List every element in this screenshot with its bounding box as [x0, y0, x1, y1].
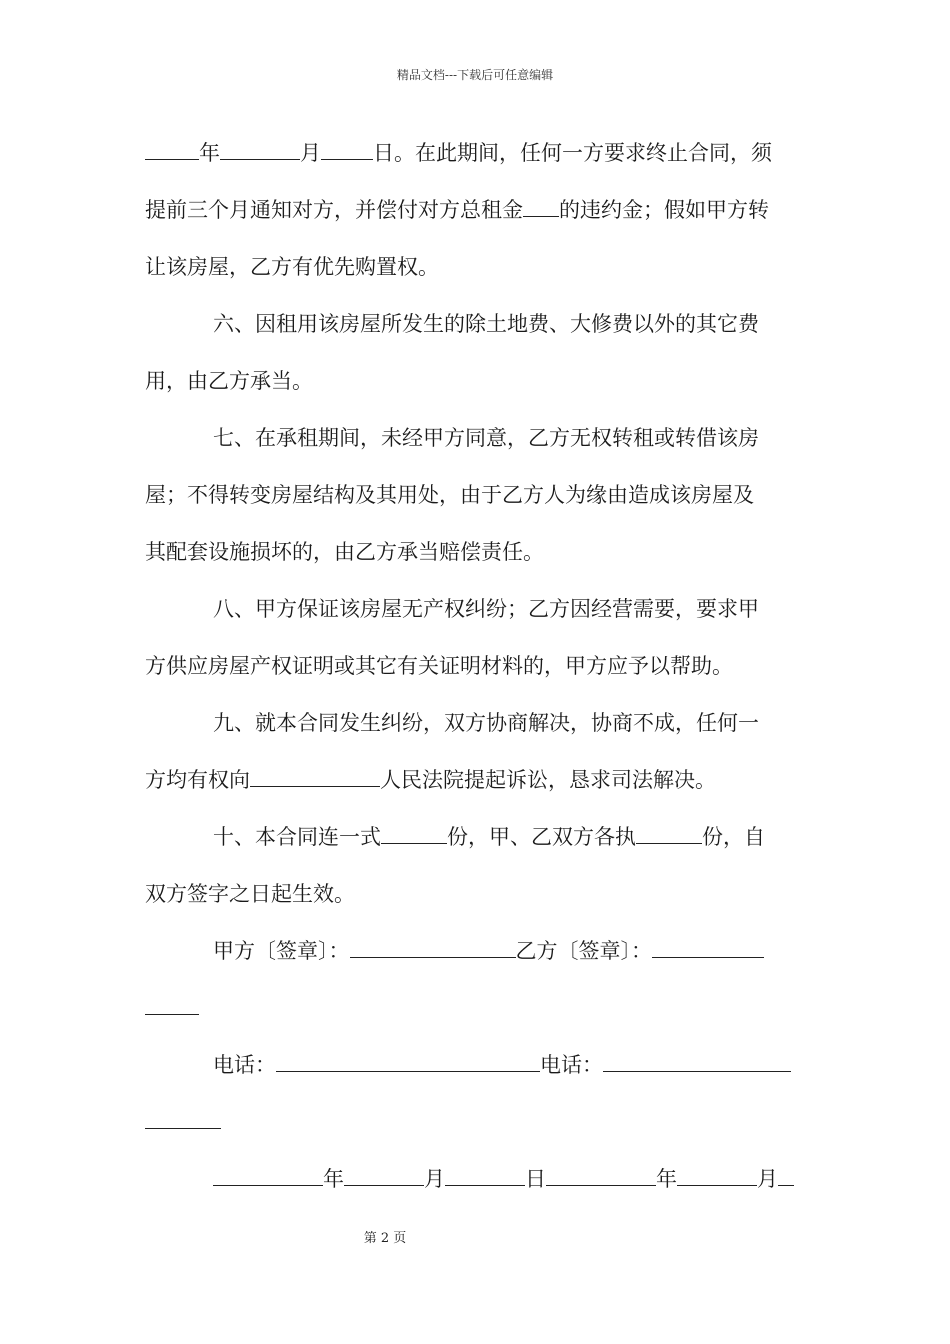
blank-field[interactable]: [321, 139, 373, 160]
blank-field[interactable]: [145, 1122, 221, 1129]
clause-8: 八、甲方保证该房屋无产权纠纷；乙方因经营需要，要求甲: [213, 597, 759, 621]
signature-line: 甲方〔签章〕： 乙方〔签章〕：: [213, 936, 764, 966]
party-b-signature-field[interactable]: [652, 937, 764, 958]
clause-7-cont: 屋；不得转变房屋结构及其用处，由于乙方人为缘由造成该房屋及: [145, 483, 754, 507]
party-a-phone-field[interactable]: [276, 1051, 540, 1072]
clause-7: 七、在承租期间，未经甲方同意，乙方无权转租或转借该房: [213, 426, 759, 450]
year-field[interactable]: [213, 1165, 323, 1186]
blank-field[interactable]: [145, 1008, 199, 1015]
clause-10: 十、本合同连一式 份，甲、乙双方各执 份，自: [213, 825, 765, 849]
date-line: 年 月 日 年 月: [213, 1164, 794, 1194]
month-field[interactable]: [344, 1165, 424, 1186]
copies-total-field[interactable]: [381, 823, 447, 844]
contract-line: 提前三个月通知对方，并偿付对方总租金 的违约金；假如甲方转: [145, 198, 769, 222]
page-number: 第 2 页: [363, 1231, 407, 1246]
clause-7-cont: 其配套设施损坏的，由乙方承当赔偿责任。: [145, 540, 544, 564]
clause-10-cont: 双方签字之日起生效。: [145, 882, 355, 906]
clause-6-cont: 用，由乙方承当。: [145, 369, 313, 393]
clause-9-cont: 方均有权向 人民法院提起诉讼，恳求司法解决。: [145, 768, 716, 792]
blank-field[interactable]: [145, 139, 199, 160]
blank-field[interactable]: [778, 1165, 794, 1186]
party-a-signature-field[interactable]: [350, 937, 516, 958]
phone-line-cont: [145, 1107, 221, 1137]
clause-8-cont: 方供应房屋产权证明或其它有关证明材料的，甲方应予以帮助。: [145, 654, 733, 678]
signature-line-cont: [145, 993, 199, 1023]
clause-9: 九、就本合同发生纠纷，双方协商解决，协商不成，任何一: [213, 711, 759, 735]
blank-field[interactable]: [523, 196, 559, 217]
party-b-phone-field[interactable]: [603, 1051, 791, 1072]
court-name-field[interactable]: [250, 766, 380, 787]
clause-6: 六、因租用该房屋所发生的除土地费、大修费以外的其它费: [213, 312, 759, 336]
page-header: 精品文档---下载后可任意编辑: [396, 68, 554, 82]
month-field[interactable]: [677, 1165, 757, 1186]
phone-line: 电话： 电话：: [213, 1050, 791, 1080]
year-field[interactable]: [546, 1165, 656, 1186]
blank-field[interactable]: [220, 139, 300, 160]
contract-line: 年 月 日。在此期间，任何一方要求终止合同，须: [145, 138, 772, 168]
copies-each-field[interactable]: [636, 823, 702, 844]
day-field[interactable]: [445, 1165, 525, 1186]
contract-line: 让该房屋，乙方有优先购置权。: [145, 255, 439, 279]
